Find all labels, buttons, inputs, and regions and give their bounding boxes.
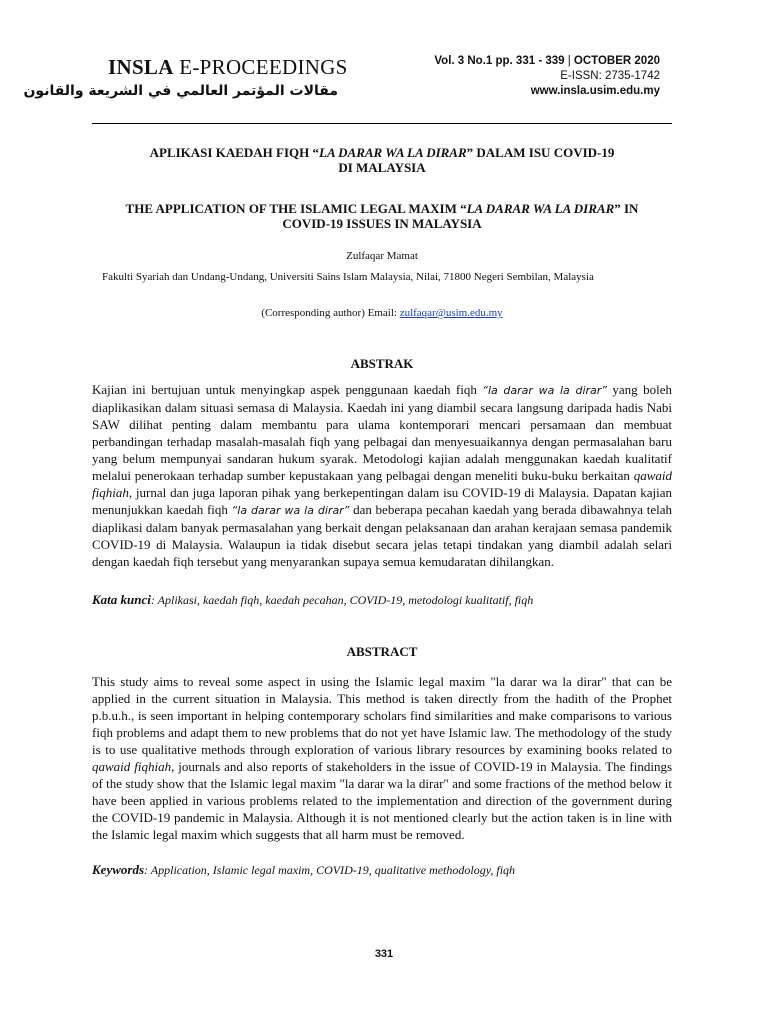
email-prefix: (Corresponding author) Email: [261,307,400,319]
abstract-heading: ABSTRACT [346,644,418,659]
logo-title [108,54,368,80]
title-english-line2: COVID-19 ISSUES IN MALAYSIA [282,216,482,231]
header-divider [92,123,672,124]
keywords-values: : Application, Islamic legal maxim, COVID-19, qualitative methodology, fiqh [144,863,516,877]
volume-separator: | [564,55,574,67]
journal-logo [23,54,368,100]
title-english [92,201,672,231]
email-link[interactable]: zulfaqar@usim.edu.my [399,307,503,319]
journal-meta [434,54,660,99]
title-english-maxim: LA DARAR WA LA DIRAR [466,201,615,216]
abstrak-qawaid: qawaid fiqhiah [92,468,672,500]
title-malay-maxim: LA DARAR WA LA DIRAR [319,145,467,160]
logo-arabic-subtitle: مقالات المؤتمر العالمي في الشريعة والقانون [23,83,338,99]
page-number: 331 [374,948,394,960]
issue-date: OCTOBER 2020 [573,55,660,67]
title-malay-part2: ” DALAM ISU COVID-19 [466,145,615,160]
abstract-body [92,673,672,843]
abstrak-text-4: dan beberapa pecahan kaedah yang berada dibawahnya telah diaplikasi dalam banyak permasalahan yang berkait dengan pelaksanaan dan arahan kerajaan semasa pandemik COVID-19 di Malaysia. Walaupun ia tidak disebut secara jelas tetapi tindakan yang diambil adalah selari dengan kaedah fiqh tersebut yang menyarankan supaya semua kemudaratan dihilangkan. [92,502,672,569]
kata-kunci [92,592,672,608]
logo-title-bold: INSLA [108,55,174,79]
kata-kunci-label: Kata kunci [92,592,151,607]
keywords [92,862,672,878]
kata-kunci-values: : Aplikasi, kaedah fiqh, kaedah pecahan, COVID-19, metodologi kualitatif, fiqh [150,593,534,607]
title-english-part2: ” IN [614,201,639,216]
author-affiliation: Fakulti Syariah dan Undang-Undang, Universiti Sains Islam Malaysia, Nilai, 71800 Negeri Sembilan, Malaysia [102,271,594,283]
abstract-text-1: This study aims to reveal some aspect in using the Islamic legal maxim "la darar wa la dirar" that can be applied in the current situation in Malaysia. This method is taken directly from the hadith of the Prophet p.b.u.h., is seen important in helping contemporary scholars find similarities and make comparisons to various fiqh problems and adapt them to new problems that do not yet have Islamic law. The methodology of the study is to use qualitative methods through exploration of various library resources by examining books related to [92,674,672,757]
volume-info: Vol. 3 No.1 pp. 331 - 339 [434,55,565,67]
abstrak-maxim-2: “la darar wa la dirar” [231,504,350,517]
title-english-part1: THE APPLICATION OF THE ISLAMIC LEGAL MAXIM “ [125,201,467,216]
logo-title-rest: E-PROCEEDINGS [173,55,348,79]
abstrak-text-1: Kajian ini bertujuan untuk menyingkap aspek penggunaan kaedah fiqh [92,382,483,397]
corresponding-email [92,307,672,319]
journal-website: www.insla.usim.edu.my [530,85,660,97]
abstrak-maxim-1: “la darar wa la dirar” [482,384,607,397]
abstract-qawaid: qawaid fiqhiah [92,759,172,774]
abstract-text-2: , journals and also reports of stakeholders in the issue of COVID-19 in Malaysia. The findings of the study show that the Islamic legal maxim "la darar wa la dirar" and some fractions of the method below it have been applied in various problems related to the implementation and direction of the government during the COVID-19 pandemic in Malaysia. Although it is not mentioned clearly but the action taken is in line with the Islamic legal maxim which suggests that all harm must be removed. [92,759,673,842]
volume-line [434,54,660,69]
abstrak-body [92,381,672,570]
title-malay-part1: APLIKASI KAEDAH FIQH “ [149,145,320,160]
author-name: Zulfaqar Mamat [346,250,418,262]
title-malay-line2: DI MALAYSIA [338,160,426,175]
abstrak-text-3: , jurnal dan juga laporan pihak yang berkepentingan dalam isu COVID-19 di Malaysia. Dapatan kajian menunjukkan kaedah fiqh [92,485,672,517]
abstrak-heading: ABSTRAK [350,356,414,371]
issn: E-ISSN: 2735-1742 [560,70,660,82]
keywords-label: Keywords [92,862,144,877]
title-malay [92,145,672,175]
abstrak-text-2: yang boleh diaplikasikan dalam situasi semasa di Malaysia. Kaedah ini yang diambil secara langsung daripada hadis Nabi SAW dilihat penting dalam membantu para ulama kontemporari mencari persamaan dan membuat perbandingan terhadap masalah-masalah fiqh yang pelbagai dan menyesuaikannya dengan permasalahan baru yang belum mempunyai sandaran hukum syarak. Metodologi kajian adalah menggunakan kaedah kualitatif melalui penerokaan terhadap sumber kepustakaan yang pelbagai dengan meneliti buku-buku berkaitan [92,382,672,483]
